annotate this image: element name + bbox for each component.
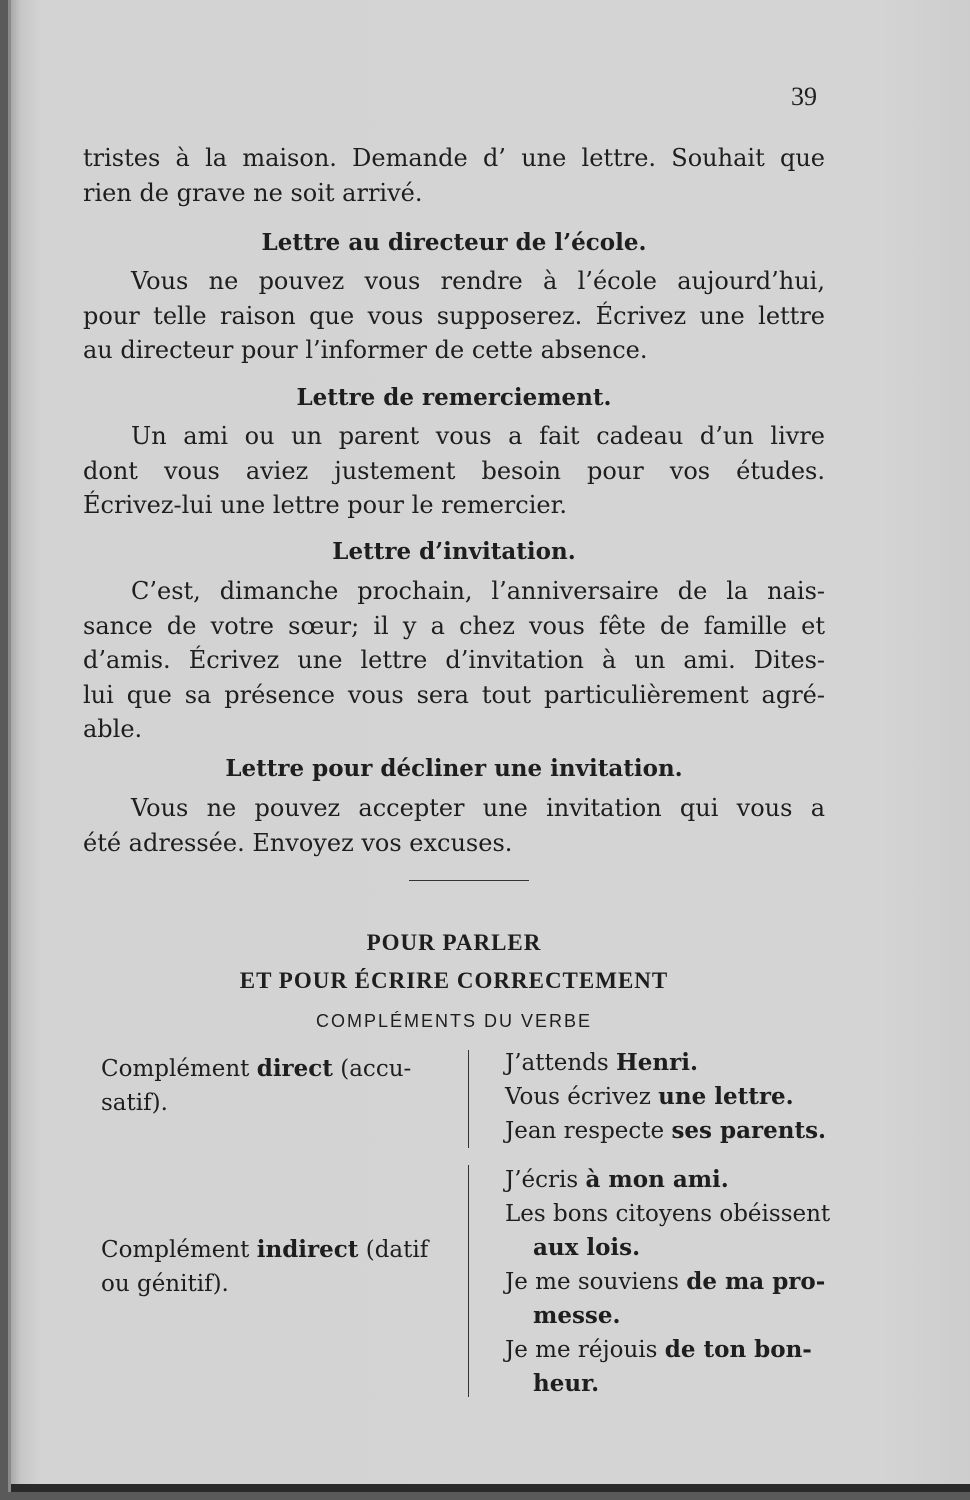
- example-line: J’attends Henri.: [505, 1049, 698, 1076]
- paragraph-director: [83, 264, 825, 368]
- label-direct-complement: [101, 1052, 441, 1120]
- example-line: Jean respecte ses parents.: [505, 1117, 827, 1144]
- text-line: tristes à la maison. Demande d’ une lettre. Souhait que: [83, 144, 825, 172]
- column-divider: [468, 1165, 469, 1397]
- book-page: [8, 0, 970, 1492]
- paragraph-intro: [83, 141, 825, 210]
- label-text: (accu-: [332, 1056, 412, 1082]
- label-text: Complément: [101, 1237, 257, 1263]
- text-line: pour telle raison que vous supposerez. Écrivez une lettre: [83, 301, 825, 330]
- page-bottom-edge: [11, 1484, 970, 1492]
- section-divider-rule: [409, 880, 529, 881]
- label-text: (datif: [358, 1237, 429, 1263]
- paragraph-thanks: [83, 419, 825, 523]
- label-text: satif).: [101, 1090, 168, 1116]
- label-term: indirect: [256, 1236, 359, 1263]
- heading-letter-invitation: Lettre d’invitation.: [332, 538, 576, 565]
- page-number: 39: [791, 82, 817, 111]
- heading-letter-thanks: Lettre de remerciement.: [296, 384, 612, 411]
- text-line: Vous ne pouvez accepter une invitation qui vous a: [131, 794, 825, 822]
- text-line: able.: [83, 715, 143, 743]
- example-line: messe.: [533, 1302, 621, 1329]
- example-line: Je me souviens de ma pro-: [505, 1268, 826, 1295]
- text-line: au directeur pour l’informer de cette absence.: [83, 336, 648, 364]
- paragraph-decline: [83, 791, 825, 860]
- column-divider: [468, 1050, 469, 1148]
- text-line: d’amis. Écrivez une lettre d’invitation à un ami. Dites-: [83, 646, 825, 674]
- section-title-line1: POUR PARLER: [366, 930, 542, 955]
- heading-letter-director: Lettre au directeur de l’école.: [261, 229, 647, 256]
- text-line: C’est, dimanche prochain, l’anniversaire de la nais-: [131, 577, 825, 605]
- label-term: direct: [256, 1055, 333, 1082]
- example-line: heur.: [533, 1370, 600, 1397]
- text-line: Vous ne pouvez vous rendre à l’école aujourd’hui,: [131, 267, 825, 295]
- text-line: rien de grave ne soit arrivé.: [83, 178, 423, 207]
- label-indirect-complement: [101, 1233, 441, 1301]
- paragraph-invitation: [83, 574, 825, 747]
- example-line: Vous écrivez une lettre.: [505, 1083, 794, 1110]
- text-line: lui que sa présence vous sera tout particulièrement agré-: [83, 680, 825, 709]
- heading-decline-invitation: Lettre pour décliner une invitation.: [225, 755, 683, 782]
- text-line: sance de votre sœur; il y a chez vous fête de famille et: [83, 611, 825, 640]
- label-text: Complément: [101, 1056, 257, 1082]
- text-line: été adressée. Envoyez vos excuses.: [83, 828, 513, 857]
- example-line: aux lois.: [533, 1234, 641, 1261]
- section-subtitle: COMPLÉMENTS DU VERBE: [315, 1011, 593, 1031]
- text-line: Écrivez-lui une lettre pour le remercier.: [83, 491, 568, 519]
- text-line: dont vous aviez justement besoin pour vos études.: [83, 456, 825, 485]
- example-line: J’écris à mon ami.: [505, 1166, 729, 1193]
- examples-direct: [505, 1046, 845, 1148]
- label-text: ou génitif).: [101, 1271, 229, 1297]
- section-title-line2: ET POUR ÉCRIRE CORRECTEMENT: [239, 968, 669, 993]
- example-line: Je me réjouis de ton bon-: [505, 1336, 812, 1363]
- example-line: Les bons citoyens obéissent: [505, 1201, 831, 1227]
- text-line: Un ami ou un parent vous a fait cadeau d’un livre: [131, 422, 825, 450]
- examples-indirect: [505, 1163, 845, 1401]
